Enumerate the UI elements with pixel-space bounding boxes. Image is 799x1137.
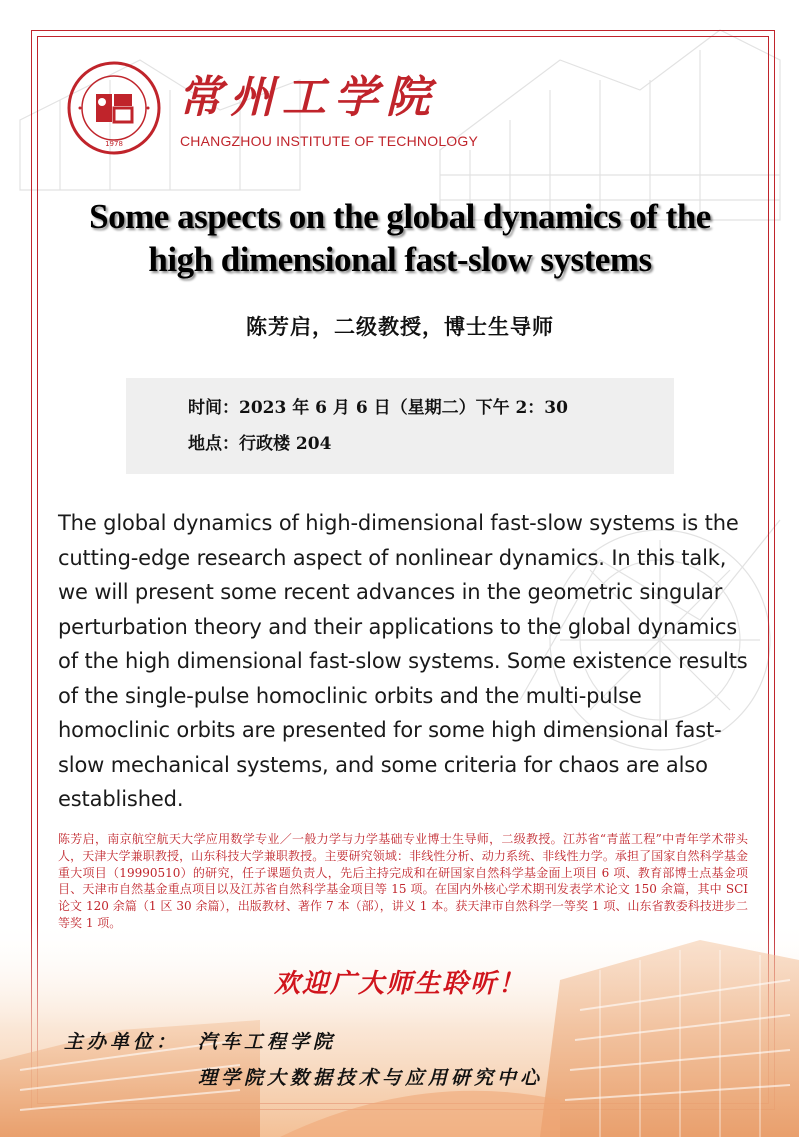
- organizer-label: 主办单位：: [64, 1031, 180, 1053]
- institute-seal-logo: [66, 60, 162, 156]
- speaker-info: 陈芳启，二级教授，博士生导师: [246, 314, 554, 339]
- organizer-2: 理学院大数据技术与应用研究中心: [198, 1067, 544, 1089]
- svg-text:1978: 1978: [105, 140, 123, 148]
- institute-name-en: CHANGZHOU INSTITUTE OF TECHNOLOGY: [180, 133, 479, 149]
- talk-place: 地点：行政楼 204: [188, 434, 332, 454]
- schedule-box: [126, 378, 674, 474]
- speaker-bio: 陈芳启，南京航空航天大学应用数学专业／一般力学与力学基础专业博士生导师，二级教授。江苏省“青蓝工程”中青年学术带头人，天津大学兼职教授，山东科技大学兼职教授。主要研究领域：非线性分析、动力系统、非线性力学。承担了国家自然科学基金重大项目（19990510）的研究，任子课题负责人，先后主持完成和在研国家自然科学基金面上项目 6 项、教育部博士点基金项目、天津市自然基金重点项目以及江苏省自然科学基金项目等 15 项。在国内外核心学术期刊发表学术论文 150 余篇，其中 SCI 论文 120 余篇（1 区 30 余篇），出版教材、著作 7 本（部），讲义 1 本。获天津市自然科学一等奖 1 项、山东省教委科技进步二: [58, 832, 748, 914]
- talk-abstract: The global dynamics of high-dimensional fast-slow systems is the cutting-edge research aspect of nonlinear dynamics. In this talk, we will present some recent advances in the geometric singular perturbation theory and their applications to the global dynamics of the high dimensional fast-slow systems. Some existence results of the single-pulse homoclinic orbits and the multi-pulse homoclinic orbits are presented for some high dimensional fast-slow mechanical systems, and some criteria for chaos are also established.: [58, 511, 748, 811]
- welcome-message: 欢迎广大师生聆听！: [273, 969, 526, 999]
- institute-name-cn: 常州工学院: [178, 72, 438, 123]
- organizer-1: 汽车工程学院: [198, 1031, 337, 1053]
- talk-time: 时间：2023 年 6 月 6 日（星期二）下午 2：30: [188, 398, 568, 418]
- talk-title: Some aspects on the global dynamics of the high dimensional fast-slow systems: [89, 197, 711, 279]
